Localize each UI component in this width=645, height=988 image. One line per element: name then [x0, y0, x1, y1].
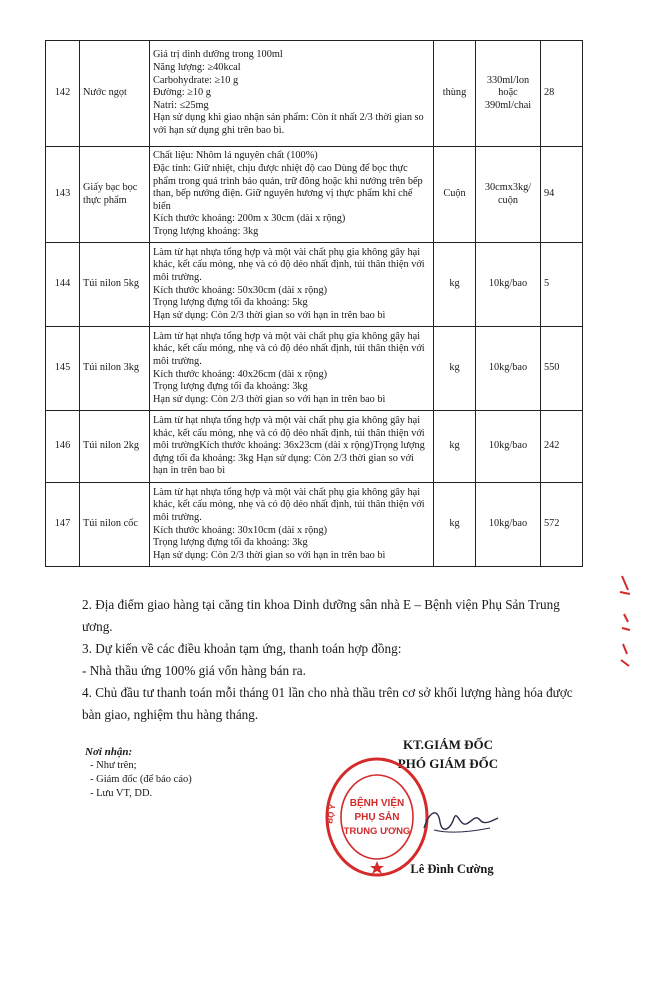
item-unit: Cuộn: [434, 147, 476, 243]
item-name: Túi nilon 2kg: [80, 411, 150, 483]
row-number: 147: [46, 483, 80, 567]
item-name: Túi nilon 3kg: [80, 327, 150, 411]
spec-line: Trọng lượng đựng tối đa khoảng: 5kg: [153, 297, 308, 309]
item-packing: 30cmx3kg/ cuộn: [476, 147, 541, 243]
spec-line: Hạn sử dụng: Còn 2/3 thời gian so với hạn in trên bao bì: [153, 549, 386, 561]
table-row: [46, 327, 583, 411]
recipient-line: - Giám đốc (để báo cáo): [90, 774, 192, 785]
item-name: Giấy bạc bọc thực phẩm: [80, 147, 150, 243]
signer-name: Lê Đình Cường: [410, 862, 494, 876]
table-row: [46, 41, 583, 147]
spec-line: Trọng lượng đựng tối đa khoảng: 3kg: [153, 381, 308, 393]
goods-table-body: [46, 41, 583, 567]
item-unit: kg: [434, 243, 476, 327]
signature-title: KT.GIÁM ĐỐC: [402, 737, 494, 752]
stamp-line-1: BỆNH VIỆN: [349, 798, 405, 809]
item-packing: 10kg/bao: [476, 483, 541, 567]
recipients-title: Nơi nhận:: [85, 746, 133, 758]
table-row: [46, 411, 583, 483]
row-number: 142: [46, 41, 80, 147]
spec-line: Kích thước khoảng: 200m x 30cm (dài x rộng): [153, 213, 346, 225]
goods-table: [45, 40, 583, 567]
spec-line: Hạn sử dụng: Còn 2/3 thời gian so với hạn in trên bao bì: [153, 393, 386, 405]
spec-line: Đặc tính: Giữ nhiệt, chịu được nhiệt độ cao Dùng để bọc thực phẩm trong quá trình bảo quản, trữ đông hoặc khi nướng trên bếp than, bếp nướng điện. Giữ nguyên hương vị thực phẩm khi chế biến: [153, 163, 423, 212]
item-quantity: 5: [541, 243, 583, 327]
spec-line: Năng lượng: ≥40kcal: [153, 62, 241, 74]
note-payment-terms: 3. Dự kiến về các điều khoản tạm ứng, thanh toán hợp đồng:: [82, 641, 402, 656]
item-spec: [150, 483, 434, 567]
spec-line: Natri: ≤25mg: [153, 99, 209, 111]
signature-subtitle: PHÓ GIÁM ĐỐC: [397, 756, 499, 771]
spec-line: Carbohydrate: ≥10 g: [153, 74, 239, 86]
recipient-line: - Như trên;: [90, 760, 137, 771]
item-packing: 10kg/bao: [476, 411, 541, 483]
spec-line: Đường: ≥10 g: [153, 87, 211, 99]
item-quantity: 572: [541, 483, 583, 567]
spec-line: Trọng lượng đựng tối đa khoảng: 3kg: [153, 537, 308, 549]
spec-line: Kích thước khoảng: 40x26cm (dài x rộng): [153, 368, 328, 380]
note-advance: - Nhà thầu ứng 100% giá vốn hàng bán ra.: [82, 663, 306, 678]
note-monthly-payment: 4. Chủ đầu tư thanh toán mỗi tháng 01 lần cho nhà thầu trên cơ sở khối lượng hàng hóa được bàn giao, nghiệm thu hàng tháng.: [82, 685, 573, 722]
table-row: [46, 243, 583, 327]
row-number: 145: [46, 327, 80, 411]
spec-line: Làm từ hạt nhựa tổng hợp và một vài chất phụ gia không gây hại khác, kết cấu mỏng, nhẹ và có độ dẻo nhất định, túi thân thiện với môi trường.: [153, 330, 425, 367]
spec-line: Hạn sử dụng: Còn 2/3 thời gian so với hạn in trên bao bì: [153, 309, 386, 321]
margin-stamp-marks: [610, 570, 640, 680]
item-spec: [150, 243, 434, 327]
stamp-line-3: TRUNG ƯƠNG: [343, 826, 411, 837]
item-quantity: 94: [541, 147, 583, 243]
item-packing: 330ml/lon hoặc 390ml/chai: [476, 41, 541, 147]
table-row: [46, 147, 583, 243]
item-name: Nước ngọt: [80, 41, 150, 147]
row-number: 144: [46, 243, 80, 327]
spec-line: Làm từ hạt nhựa tổng hợp và một vài chất phụ gia không gây hại khác, kết cấu mỏng, nhẹ và có độ dẻo nhất định, túi thân thiện với môi trường.: [153, 246, 425, 283]
handwritten-signature: [420, 800, 500, 840]
item-name: Túi nilon cốc: [80, 483, 150, 567]
recipient-line: - Lưu VT, DD.: [90, 788, 153, 799]
item-packing: 10kg/bao: [476, 327, 541, 411]
item-unit: kg: [434, 411, 476, 483]
terms-notes: [82, 594, 592, 726]
spec-line: Trọng lượng khoảng: 3kg: [153, 225, 259, 237]
item-unit: kg: [434, 483, 476, 567]
recipients-block: [85, 745, 325, 801]
item-quantity: 550: [541, 327, 583, 411]
item-spec: [150, 411, 434, 483]
spec-line: Kích thước khoảng: 50x30cm (dài x rộng): [153, 284, 328, 296]
spec-line: Chất liệu: Nhôm lá nguyên chất (100%): [153, 150, 318, 162]
item-spec: [150, 41, 434, 147]
item-name: Túi nilon 5kg: [80, 243, 150, 327]
note-delivery-location: 2. Địa điểm giao hàng tại căng tin khoa Dinh dưỡng sân nhà E – Bệnh viện Phụ Sản Trung ương.: [82, 597, 560, 634]
item-spec: [150, 327, 434, 411]
item-unit: kg: [434, 327, 476, 411]
item-quantity: 242: [541, 411, 583, 483]
stamp-line-2: PHỤ SẢN: [354, 812, 400, 823]
spec-line: Hạn sử dụng khi giao nhận sản phẩm: Còn ít nhất 2/3 thời gian so với hạn sử dụng ghi trên bao bì.: [153, 112, 424, 136]
row-number: 143: [46, 147, 80, 243]
spec-line: Làm từ hạt nhựa tổng hợp và một vài chất phụ gia không gây hại khác, kết cấu mỏng, nhẹ và có độ dẻo nhất định, túi thân thiện với môi trườngKích thước khoảng: 36x23cm (dài x rộng)Trọng lượng đựng tối đa khoảng: 3kg Hạn sử dụng: Còn 2/3 thời gian so với hạn in trên bao bì: [153, 415, 425, 477]
stamp-ring-text: BỘ Y: [325, 803, 338, 825]
table-row: [46, 483, 583, 567]
item-packing: 10kg/bao: [476, 243, 541, 327]
spec-line: Làm từ hạt nhựa tổng hợp và một vài chất phụ gia không gây hại khác, kết cấu mỏng, nhẹ và có độ dẻo nhất định, túi thân thiện với môi trường.: [153, 486, 425, 523]
item-quantity: 28: [541, 41, 583, 147]
item-unit: thùng: [434, 41, 476, 147]
row-number: 146: [46, 411, 80, 483]
spec-line: Giá trị dinh dưỡng trong 100ml: [153, 49, 283, 61]
item-spec: [150, 147, 434, 243]
spec-line: Kích thước khoảng: 30x10cm (dài x rộng): [153, 524, 328, 536]
